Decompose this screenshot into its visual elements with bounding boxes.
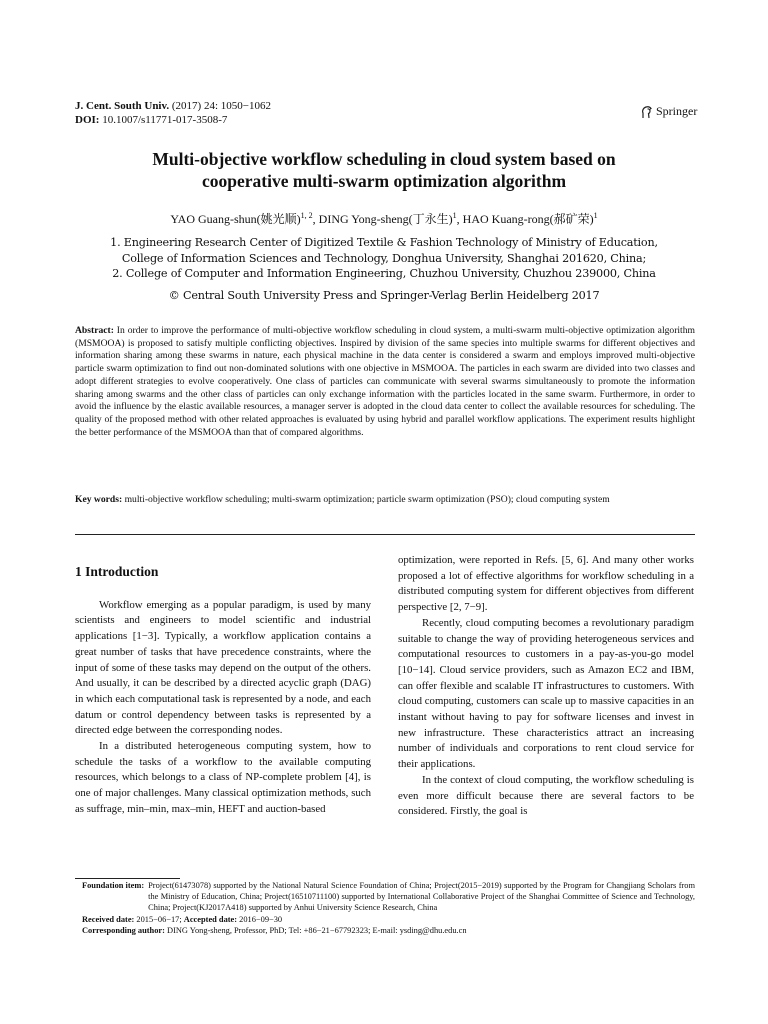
author-affil-mark: 1 [452, 211, 457, 220]
corresponding-label: Corresponding author: [82, 925, 165, 935]
foundation-footnote [82, 880, 695, 914]
accepted-label: Accepted date: [183, 914, 238, 924]
affiliations [0, 235, 768, 282]
springer-horse-icon [640, 105, 653, 119]
paper-title [0, 148, 768, 192]
journal-header [75, 99, 271, 127]
publisher-logo [640, 104, 697, 119]
received-label: Received date: [82, 914, 135, 924]
footnote-divider [75, 878, 180, 879]
author-separator: , [312, 212, 319, 226]
body-paragraph: Workflow emerging as a popular paradigm, is used by many scientists and engineers to model scientific and industrial applications [1−3]. Typically, a workflow application contains a great number of tasks that have precedence constraints, where the input of some of these tasks may depend on the output of the others. And usually, it can be described by a directed acyclic graph (DAG) in which each computational task is represented by a node, and each datum or control dependency between tasks is represented by a directed edge between the corresponding nodes. [75, 598, 371, 737]
body-paragraph: In a distributed heterogeneous computing system, how to schedule the tasks of a workflow to the available computing resources, which belongs to a class of NP-complete problem [4], is one of major challenges. Many classical optimization methods, such as suffrage, min–min, max–min, HEFT and auction-based [75, 740, 371, 815]
author-name: HAO Kuang-rong(郝矿荣) [462, 212, 594, 226]
publisher-name: Springer [656, 104, 698, 118]
doi-label: DOI: [75, 114, 100, 126]
doi-value: 10.1007/s11771-017-3508-7 [99, 114, 228, 126]
dates-footnote [82, 914, 695, 925]
affiliation-line: College of Information Sciences and Technology, Donghua University, Shanghai 201620, China; [121, 251, 647, 265]
doi-line [75, 113, 271, 127]
abstract-text: In order to improve the performance of multi-objective workflow scheduling in cloud system, a multi-swarm multi-objective optimization algorithm (MSMOOA) is proposed to satisfy multiple conflicting objectives. Inspired by division of the same species into multiple swarms for different objectives and information sharing among these swarms in nature, each physical machine in the data center is considered a swarm and employs improved multi-objective particle swarm optimization to find out non-dominated solutions with one objective in MSMOOA. The particles in each swarm are divided into two classes and adopt different strategies to evolve cooperatively. One class of particles can communicate with several swarms simultaneously to promote the information sharing among swarms and the other class of particles can only exchange information with the particles located in the same swarm. Furthermore, in order to avoid the influence by the elastic available resources, a manager server is adopted in the cloud data center to collect the available resources for scheduling. The quality of the proposed method with other related approaches is evaluated by using hybrid and parallel workflow applications. The experiment results highlight the better performance of the MSMOOA than that of compared algorithms. [75, 325, 695, 438]
author-name: DING Yong-sheng(丁永生) [318, 212, 453, 226]
footnotes [82, 880, 695, 936]
title-line: cooperative multi-swarm optimization algorithm [201, 171, 567, 191]
section-heading: 1 Introduction [75, 564, 159, 579]
keywords-text: multi-objective workflow scheduling; multi-swarm optimization; particle swarm optimization (PSO); cloud computing system [122, 494, 610, 505]
foundation-label: Foundation item: [82, 881, 145, 890]
author-list [0, 209, 768, 226]
received-value: 2015−06−17; [134, 914, 184, 924]
author-affil-mark: 1 [593, 211, 598, 220]
journal-info: (2017) 24: 1050−1062 [169, 100, 271, 112]
affiliation-line: 2. College of Computer and Information Engineering, Chuzhou University, Chuzhou 239000, China [112, 267, 656, 280]
abstract [75, 325, 695, 439]
corresponding-value: DING Yong-sheng, Professor, PhD; Tel: +86−21−67792323; E-mail: ysding@dhu.edu.cn [164, 925, 467, 935]
journal-abbrev: J. Cent. South Univ. [75, 100, 170, 112]
keywords-label: Key words: [75, 494, 123, 505]
keywords [75, 494, 695, 507]
body-paragraph: Recently, cloud computing becomes a revolutionary paradigm suitable to change the way of providing heterogeneous services and computational resources to customers in a pay-as-you-go model [10−14]. Cloud service providers, such as Amazon EC2 and IBM, can offer flexible and scalable IT infrastructures to customers. With cloud computing, customers can scale up to massive capacities in an instant without having to pay for software licenses and invest in new infrastructure. These characteristics attract an increasing number of individuals and corporations to rent cloud service for their applications. [398, 616, 694, 771]
author-separator: , [456, 212, 463, 226]
section-divider [75, 534, 695, 535]
accepted-value: 2016−09−30 [237, 914, 283, 924]
right-column [398, 553, 694, 820]
body-paragraph-continued: optimization, were reported in Refs. [5, 6]. And many other works proposed a lot of effective algorithms for workflow scheduling in a distributed computing system for different objectives from different perspective [2, 7−9]. [398, 554, 694, 614]
author-affil-mark: 1, 2 [300, 211, 313, 220]
foundation-text: Project(61473078) supported by the National Natural Science Foundation of China; Project(2015−2019) supported by the Program for Changjiang Scholars from the Ministry of Education, China; Project(16510711100) supported by International Collaborative Project of the Shanghai Committee of Science and Technology, China; Project(KJ2017A418) supported by Anhui University Science Research, China [148, 881, 695, 913]
title-line: Multi-objective workflow scheduling in cloud system based on [152, 149, 616, 169]
affiliation-line: 1. Engineering Research Center of Digitized Textile & Fashion Technology of Ministry of Education, [110, 236, 658, 249]
author-name: YAO Guang-shun(姚光顺) [170, 212, 301, 226]
abstract-label: Abstract: [75, 325, 114, 336]
journal-citation [75, 99, 271, 113]
corresponding-footnote [82, 925, 695, 936]
copyright-notice: © Central South University Press and Springer-Verlag Berlin Heidelberg 2017 [168, 289, 600, 302]
body-paragraph: In the context of cloud computing, the workflow scheduling is even more difficult because there are several factors to be considered. Firstly, the goal is [398, 773, 694, 818]
left-column [75, 553, 371, 818]
